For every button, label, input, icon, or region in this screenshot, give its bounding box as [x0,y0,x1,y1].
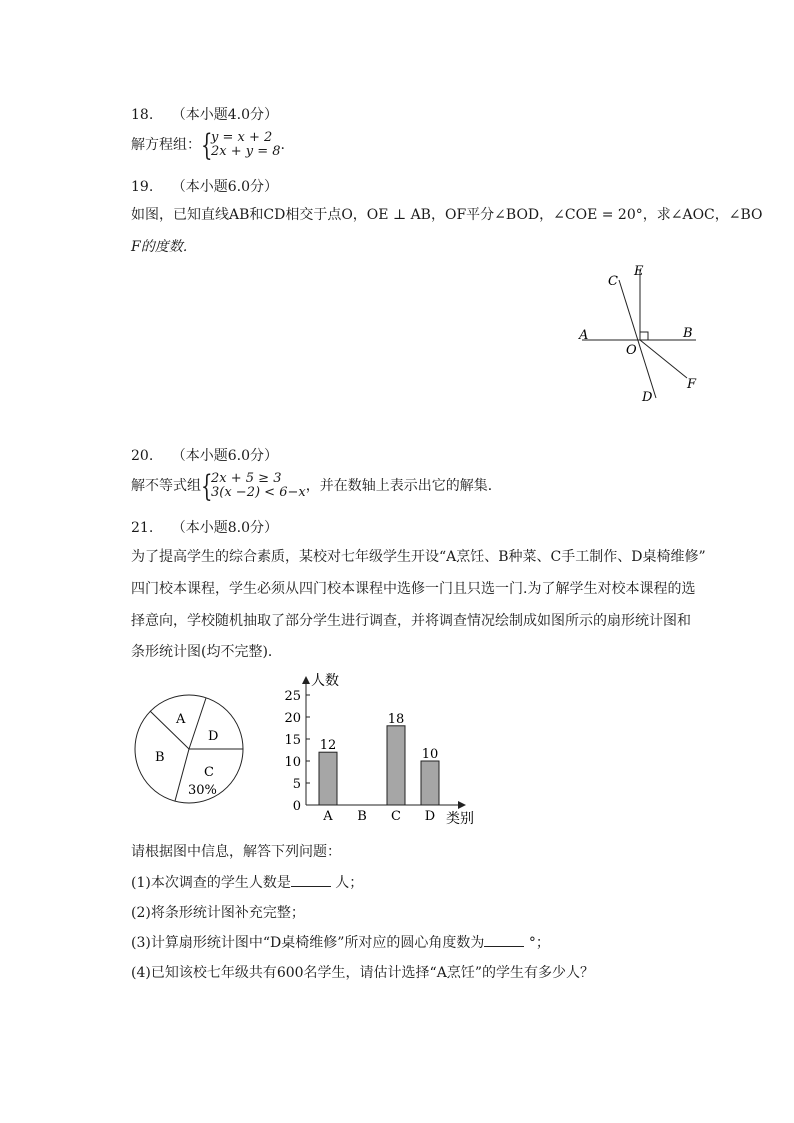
q18-system: { y = x + 2 2x + y = 8 [201,128,281,163]
bar-x-arrow [458,801,466,809]
q20-system: { 2x + 5 ≥ 3 3(x −2) < 6−x [201,469,306,504]
q20-number: 20. [131,448,154,464]
label-d: D [642,390,653,405]
q18-header [131,104,278,124]
bar-ytick-label: 0 [292,799,301,814]
q19-text-line2: F的度数． [131,239,197,255]
q18-end: . [280,137,285,153]
q21-para-line3: 择意向，学校随机抽取了部分学生进行调查，并将调查情况绘制成如图所示的扇形统计图和 [131,613,691,629]
q21-para-line4: 条形统计图(均不完整)． [131,644,282,660]
bar-value-label: 10 [421,747,439,762]
pie-label-b: B [155,750,165,765]
ray-of [640,340,687,378]
q20-header [131,445,278,465]
q18-prompt: 解方程组： [131,137,201,153]
bar-category-label: C [391,809,401,824]
bar-category-label: D [424,809,436,824]
q19-header [131,176,278,196]
q21-ask: 请根据图中信息，解答下列问题： [131,844,341,860]
geometry-figure [570,258,710,408]
q20-ineq2: 3(x −2) < 6−x [211,485,306,500]
q19-text-line1: 如图，已知直线AB和CD相交于点O，OE ⊥ AB，OF平分∠BOD，∠COE = 20°，求∠AOC，∠BO [131,207,763,223]
q18-body [131,128,285,163]
q21-sub3 [131,933,550,953]
q18-eq2: 2x + y = 8 [211,144,281,159]
q21-para-line1: 为了提高学生的综合素质，某校对七年级学生开设“A烹饪、B种菜、C手工制作、D桌椅维修” [131,549,706,565]
label-c: C [608,274,618,289]
q20-score: （本小题6.0分） [171,448,278,464]
bar-ytick-label: 5 [292,777,301,792]
q20-suffix: ，并在数轴上表示出它的解集． [305,478,502,494]
q21-sub1-unit: 人； [335,875,364,891]
bar-xlabel: 类别 [446,811,474,827]
label-o: O [626,343,637,358]
bar-ytick-label: 10 [284,755,301,770]
right-angle-mark [640,332,648,340]
bar-category-label: B [357,809,367,824]
q21-sub2: (2)将条形统计图补充完整； [131,905,305,921]
answer-blank-3[interactable] [484,934,524,947]
q21-sub3-text: (3)计算扇形统计图中“D桌椅维修”所对应的圆心角度数为 [131,935,485,951]
q21-sub1 [131,873,363,893]
label-a: A [579,328,589,343]
q21-number: 21. [131,520,154,536]
q18-number: 18. [131,107,154,123]
q21-header [131,517,278,537]
label-e: E [634,264,644,279]
q20-body [131,469,502,504]
q21-sub1-text: (1)本次调查的学生人数是 [131,875,291,891]
bar-y-arrow [302,676,310,684]
label-f: F [687,377,697,392]
q20-prompt: 解不等式组 [131,478,201,494]
q18-eq1: y = x + 2 [211,130,273,145]
q18-score: （本小题4.0分） [171,107,278,123]
label-b: B [683,326,693,341]
bar-chart [278,668,488,830]
line-cd [619,280,656,398]
bar-ylabel: 人数 [311,673,339,689]
q21-sub4: (4)已知该校七年级共有600名学生，请估计选择“A烹饪”的学生有多少人？ [131,965,594,981]
q21-sub3-unit: °； [528,935,550,951]
pie-label-c-percent: 30% [188,783,217,798]
q19-number: 19. [131,179,154,195]
pie-label-c: C [204,765,214,780]
bar-a [319,752,337,805]
bar-ytick-label: 20 [284,711,301,726]
bar-value-label: 12 [319,738,337,754]
bar-d [421,761,439,805]
answer-blank-1[interactable] [291,874,331,887]
bar-ytick-label: 25 [284,689,301,704]
pie-chart [130,690,250,810]
q21-para-line2: 四门校本课程，学生必须从四门校本课程中选修一门且只选一门.为了解学生对校本课程的选 [131,581,696,597]
bar-c [387,726,405,805]
q20-ineq1: 2x + 5 ≥ 3 [211,471,282,486]
pie-label-d: D [208,729,219,744]
bar-ytick-label: 15 [284,733,301,748]
bar-value-label: 18 [387,711,405,727]
bar-category-label: A [323,809,333,824]
q21-score: （本小题8.0分） [171,520,278,536]
pie-label-a: A [176,712,186,727]
q19-score: （本小题6.0分） [171,179,278,195]
